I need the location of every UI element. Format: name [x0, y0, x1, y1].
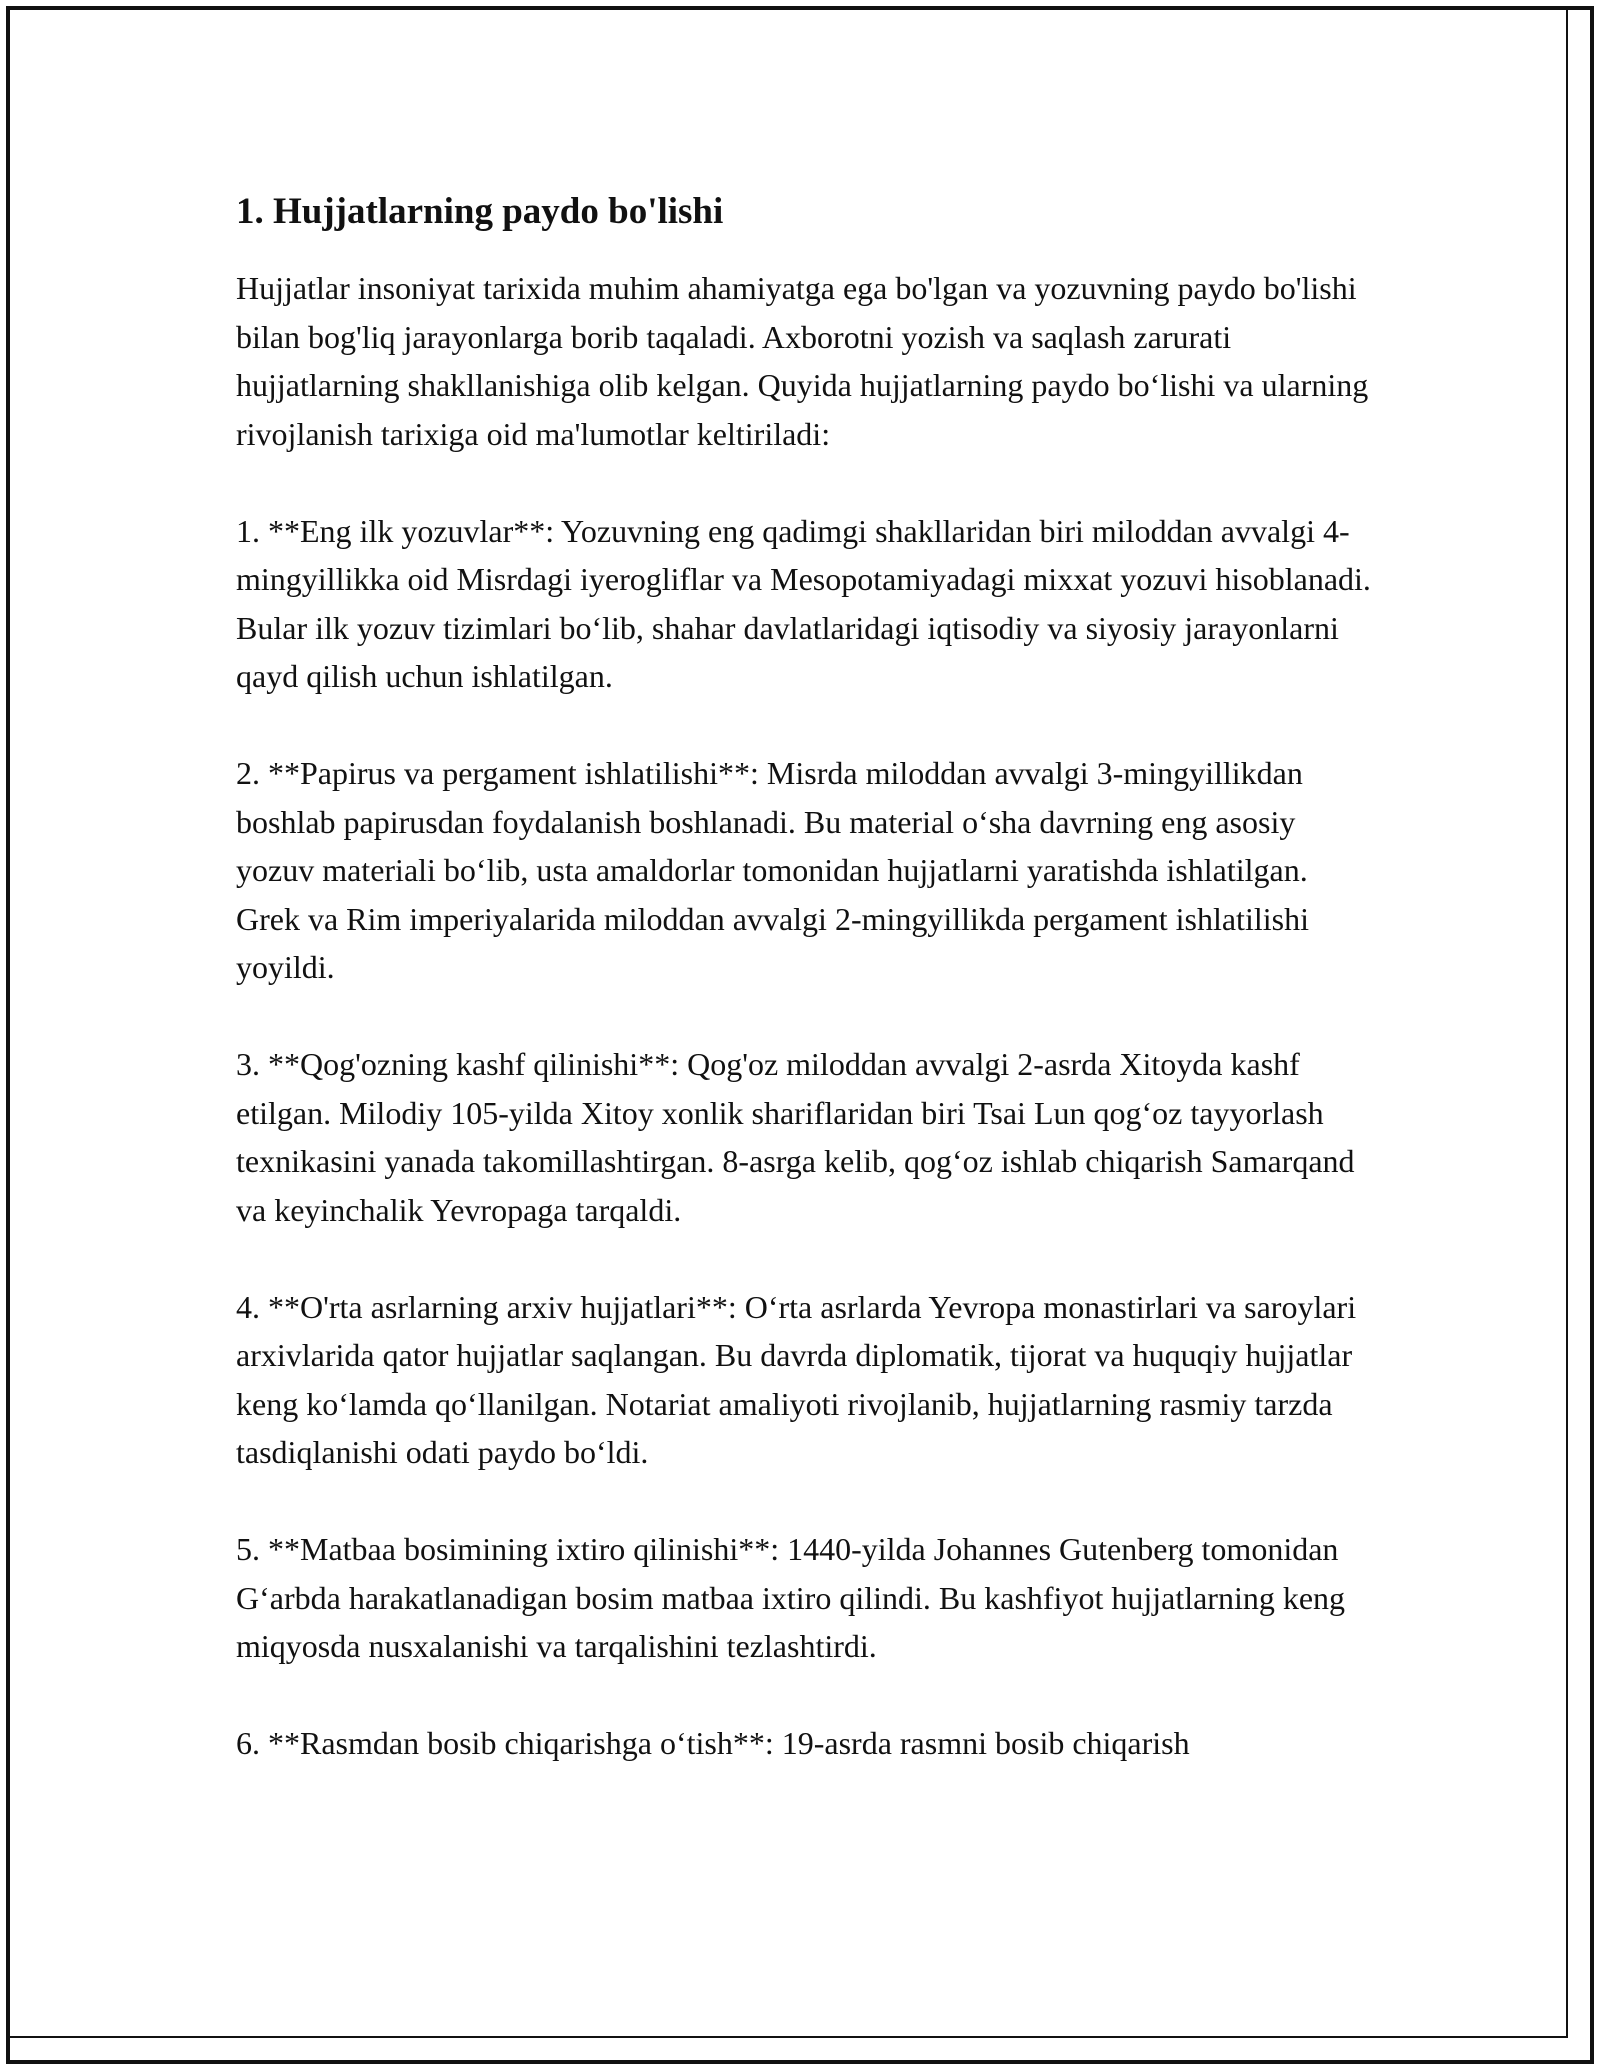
list-item-image-printing: 6. **Rasmdan bosib chiqarishga o‘tish**: 19-asrda rasmni bosib chiqarish	[236, 1725, 1190, 1761]
list-item-printing-press: 5. **Matbaa bosimining ixtiro qilinishi**: 1440-yilda Johannes Gutenberg tomonidan G‘arbda harakatlanadigan bosim matbaa ixtiro qilindi. Bu kashfiyot hujjatlarning keng miqyosda nusxalanishi va tarqalishini tezlashtirdi.	[236, 1531, 1346, 1664]
list-item-medieval-archives: 4. **O'rta asrlarning arxiv hujjatlari**: O‘rta asrlarda Yevropa monastirlari va saroylari arxivlarida qator hujjatlar saqlangan. Bu davrda diplomatik, tijorat va huquqiy hujjatlar keng ko‘lamda qo‘llanilgan. Notariat amaliyoti rivojlanib, hujjatlarning rasmiy tarzda tasdiqlanishi odati paydo bo‘ldi.	[236, 1288, 1357, 1470]
intro-paragraph: Hujjatlar insoniyat tarixida muhim ahamiyatga ega bo'lgan va yozuvning paydo bo'lishi bilan bog'liq jarayonlarga borib taqaladi. Axborotni yozish va saqlash zarurati hujjatlarning shakllanishiga olib kelgan. Quyida hujjatlarning paydo bo‘lishi va ularning rivojlanish tarixiga oid ma'lumotlar keltiriladi:	[236, 270, 1369, 452]
section-heading: 1. Hujjatlarning paydo bo'lishi	[236, 191, 724, 232]
list-item-earliest-writing: 1. **Eng ilk yozuvlar**: Yozuvning eng qadimgi shakllaridan biri miloddan avvalgi 4-mingyillikka oid Misrdagi iyerogliflar va Mesopotamiyadagi mixxat yozuvi hisoblanadi. Bular ilk yozuv tizimlari bo‘lib, shahar davlatlaridagi iqtisodiy va siyosiy jarayonlarni qayd qilish uchun ishlatilgan.	[236, 512, 1371, 694]
document-body	[236, 188, 1376, 1816]
list-item-papyrus-parchment: 2. **Papirus va pergament ishlatilishi**: Misrda miloddan avvalgi 3-mingyillikdan boshlab papirusdan foydalanish boshlanadi. Bu material o‘sha davrning eng asosiy yozuv materiali bo‘lib, usta amaldorlar tomonidan hujjatlarni yaratishda ishlatilgan. Grek va Rim imperiyalarida miloddan avvalgi 2-mingyillikda pergament ishlatilishi yoyildi.	[236, 755, 1309, 985]
list-item-paper-invention: 3. **Qog'ozning kashf qilinishi**: Qog'oz miloddan avvalgi 2-asrda Xitoyda kashf etilgan. Milodiy 105-yilda Xitoy xonlik shariflaridan biri Tsai Lun qog‘oz tayyorlash texnikasini yanada takomillashtirgan. 8-asrga kelib, qog‘oz ishlab chiqarish Samarqand va keyinchalik Yevropaga tarqaldi.	[236, 1046, 1355, 1228]
